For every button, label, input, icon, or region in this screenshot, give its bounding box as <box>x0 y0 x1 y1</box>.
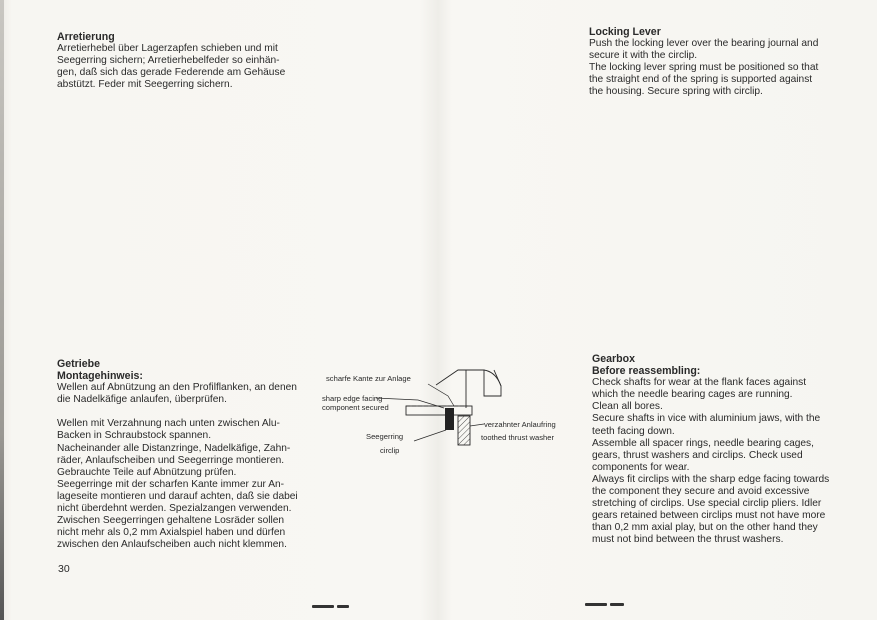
text-line: Assemble all spacer rings, needle bearing cages, <box>592 437 814 449</box>
registration-mark-left-2 <box>337 605 349 608</box>
text-line: Always fit circlips with the sharp edge facing towards <box>592 473 830 485</box>
section-locking-lever <box>589 26 841 99</box>
thrust-washer-shape <box>458 416 470 445</box>
text-line: the straight end of the spring is supported against <box>589 74 813 86</box>
section-subtitle: Before reassembling: <box>592 365 701 378</box>
label-circlip-de: Seegerring <box>366 432 404 441</box>
section-title: Arretierung <box>57 31 115 43</box>
text-line: than 0,2 mm axial play, but on the other hand they <box>592 522 818 534</box>
text-line: Seegerringe mit der scharfen Kante immer zur An- <box>57 478 285 490</box>
label-circlip-en: circlip <box>380 446 400 455</box>
section-title: Locking Lever <box>589 26 661 38</box>
text-line: gen, daß sich das gerade Federende am Gehäuse <box>57 67 286 79</box>
gear-curve <box>484 370 501 386</box>
text-line: Clean all bores. <box>592 401 663 413</box>
label-sharp-edge-en-2: component secured <box>322 403 389 412</box>
registration-mark-left <box>312 605 334 608</box>
label-sharp-edge-en-1: sharp edge facing <box>322 394 383 403</box>
text-line: gears retained between circlips must not have more <box>592 510 826 522</box>
text-line: Wellen auf Abnützung an den Profilflanken, an denen <box>57 382 297 394</box>
text-line: nicht mehr als 0,2 mm Axialspiel haben und dürfen <box>57 527 286 539</box>
gear-outline <box>436 370 501 396</box>
text-line: Push the locking lever over the bearing journal and <box>589 38 819 50</box>
label-washer-de: verzahnter Anlaufring <box>484 420 556 429</box>
shaft-outline <box>406 406 472 415</box>
text-line: Backen in Schraubstock spannen. <box>57 430 212 442</box>
circlip-shape <box>445 408 454 430</box>
text-line: die Nadelkäfige anlaufen, überprüfen. <box>57 394 227 406</box>
registration-mark-right <box>585 603 607 606</box>
section-gearbox <box>592 353 844 547</box>
section-subtitle: Montagehinweis: <box>57 370 143 383</box>
text-line: stretching of circlips. Use special circlip pliers. Idler <box>592 498 822 510</box>
text-line: Seegerring sichern; Arretierhebelfeder so einhän- <box>57 55 280 67</box>
text-line: which the needle bearing cages are running. <box>592 389 793 401</box>
text-line: components for wear. <box>592 461 690 473</box>
leader-sharp-edge <box>428 384 454 406</box>
leader-washer <box>470 424 484 426</box>
text-line: the housing. Secure spring with circlip. <box>589 86 763 98</box>
page-edge-shadow <box>0 0 4 620</box>
text-line: secure it with the circlip. <box>589 50 698 62</box>
section-title: Gearbox <box>592 353 635 365</box>
text-line: Secure shafts in vice with aluminium jaws, with the <box>592 413 821 425</box>
section-arretierung <box>57 31 307 91</box>
leader-circlip <box>414 430 446 441</box>
label-washer-en: toothed thrust washer <box>481 433 555 442</box>
registration-mark-right-2 <box>610 603 624 606</box>
text-line: zwischen den Anlaufscheiben auch nicht klemmen. <box>57 539 287 551</box>
text-line: lageseite montieren und darauf achten, daß sie dabei <box>57 490 298 502</box>
text-line: abstützt. Feder mit Seegerring sichern. <box>57 79 233 91</box>
text-line: The locking lever spring must be positioned so that <box>589 62 819 74</box>
text-line: teeth facing down. <box>592 425 675 437</box>
circlip-diagram <box>318 364 578 464</box>
text-line: the component they secure and avoid excessive <box>592 486 810 498</box>
text-line: Arretierhebel über Lagerzapfen schieben und mit <box>57 43 278 55</box>
text-line: Wellen mit Verzahnung nach unten zwischen Alu- <box>57 418 280 430</box>
section-title: Getriebe <box>57 358 100 370</box>
text-line: must not bind between the thrust washers. <box>592 534 784 546</box>
section-getriebe <box>57 358 310 551</box>
text-line: nicht überdehnt werden. Spezialzangen verwenden. <box>57 503 292 515</box>
text-line: gears, thrust washers and circlips. Check used <box>592 449 803 461</box>
text-line: räder, Anlaufscheiben und Seegerringe montieren. <box>57 454 285 466</box>
text-line: Nacheinander alle Distanzringe, Nadelkäfige, Zahn- <box>57 442 291 454</box>
label-sharp-edge-de: scharfe Kante zur Anlage <box>326 374 411 383</box>
text-line: Check shafts for wear at the flank faces against <box>592 377 807 389</box>
text-line: Zwischen Seegerringen gehaltene Losräder sollen <box>57 515 285 527</box>
text-line: Gebrauchte Teile auf Abnützung prüfen. <box>57 466 237 478</box>
page-number: 30 <box>58 563 70 575</box>
